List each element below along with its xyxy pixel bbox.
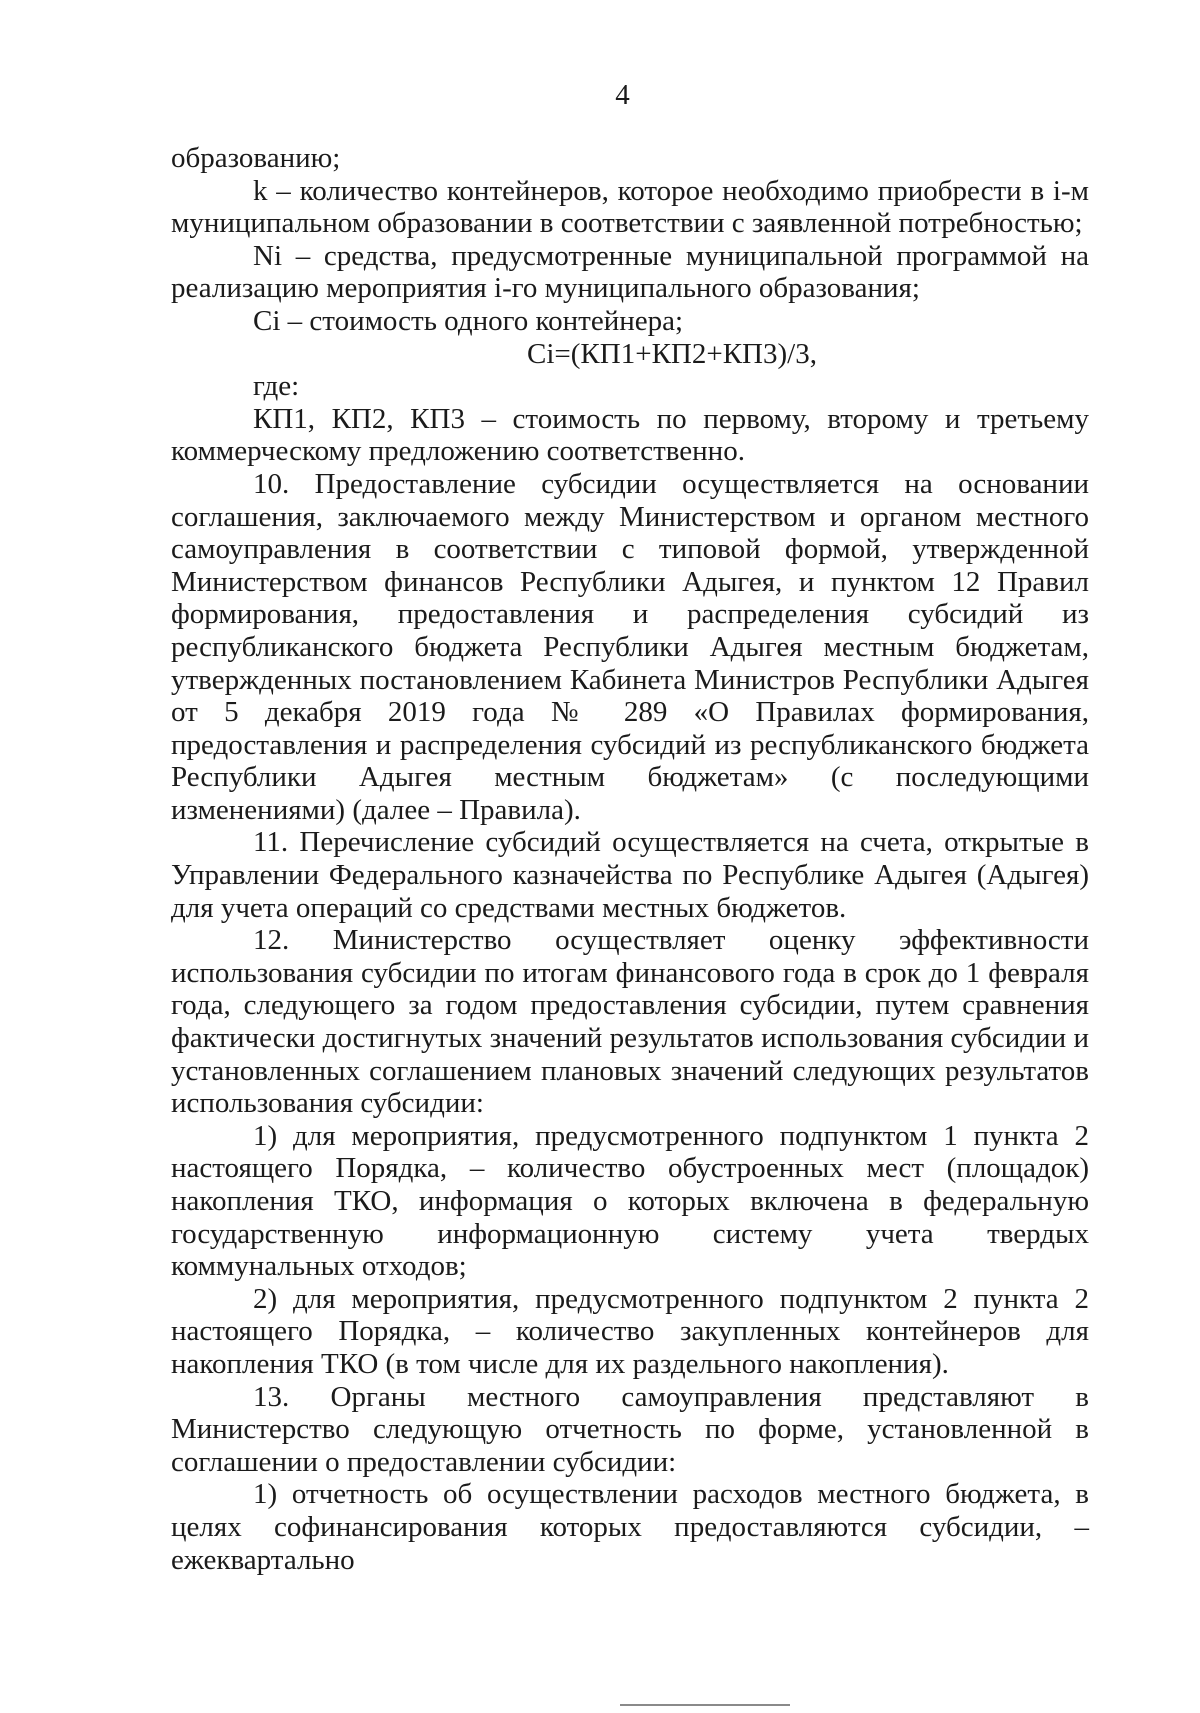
page-number: 4 [615,79,630,111]
formula-ci: Ci=(КП1+КП2+КП3)/3, [527,337,817,370]
paragraph-continuation: образованию; [171,142,341,174]
paragraph-definition-kp: КП1, КП2, КП3 – стоимость по первому, второму и третьему коммерческому предложению соответственно. [171,402,1089,468]
scan-artifact-line [620,1704,790,1706]
paragraph-definition-k: k – количество контейнеров, которое необходимо приобрести в i-м муниципальном образовании в соответствии с заявленной потребностью; [171,174,1089,240]
clause-11: 11. Перечисление субсидий осуществляется на счета, открытые в Управлении Федерального казначейства по Республике Адыгея (Адыгея) для учета операций со средствами местных бюджетов. [171,826,1089,924]
document-body [171,142,1089,1576]
clause-10: 10. Предоставление субсидии осуществляется на основании соглашения, заключаемого между Министерством и органом местного самоуправления в соответствии с типовой формой, утвержденной Министерством финансов Республики Адыгея, и пунктом 12 Правил формирования, предоставления и распределения субсидий из республиканского бюджета Республики Адыгея местным бюджетам, утвержденных постановлением Кабинета Министров Республики Адыгея от 5 декабря 2019 года № 289 «О Правилах формирования, предоставления и распределения субсидий из республиканского бюджета Республики Адыгея местным бюджетам» (с последующими изменениями) (далее – Правила). [171,467,1089,826]
clause-12: 12. Министерство осуществляет оценку эффективности использования субсидии по итогам финансового года в срок до 1 февраля года, следующего за годом предоставления субсидии, путем сравнения фактически достигнутых значений результатов использования субсидии и установленных соглашением плановых значений следующих результатов использования субсидии: [171,924,1089,1120]
paragraph-definition-ni: Ni – средства, предусмотренные муниципальной программой на реализацию мероприятия i-го муниципального образования; [171,239,1089,305]
clause-13-item-1: 1) отчетность об осуществлении расходов местного бюджета, в целях софинансирования которых предоставляются субсидии, – ежеквартально [171,1478,1089,1576]
clause-12-item-2: 2) для мероприятия, предусмотренного подпунктом 2 пункта 2 настоящего Порядка, – количество закупленных контейнеров для накопления ТКО (в том числе для их раздельного накопления). [171,1282,1089,1380]
paragraph-definition-ci: Ci – стоимость одного контейнера; [253,304,684,337]
clause-12-item-1: 1) для мероприятия, предусмотренного подпунктом 1 пункта 2 настоящего Порядка, – количество обустроенных мест (площадок) накопления ТКО, информация о которых включена в федеральную государственную информационную систему учета твердых коммунальных отходов; [171,1119,1089,1283]
clause-13: 13. Органы местного самоуправления представляют в Министерство следующую отчетность по форме, установленной в соглашении о предоставлении субсидии: [171,1380,1089,1478]
paragraph-where: где: [253,370,300,403]
